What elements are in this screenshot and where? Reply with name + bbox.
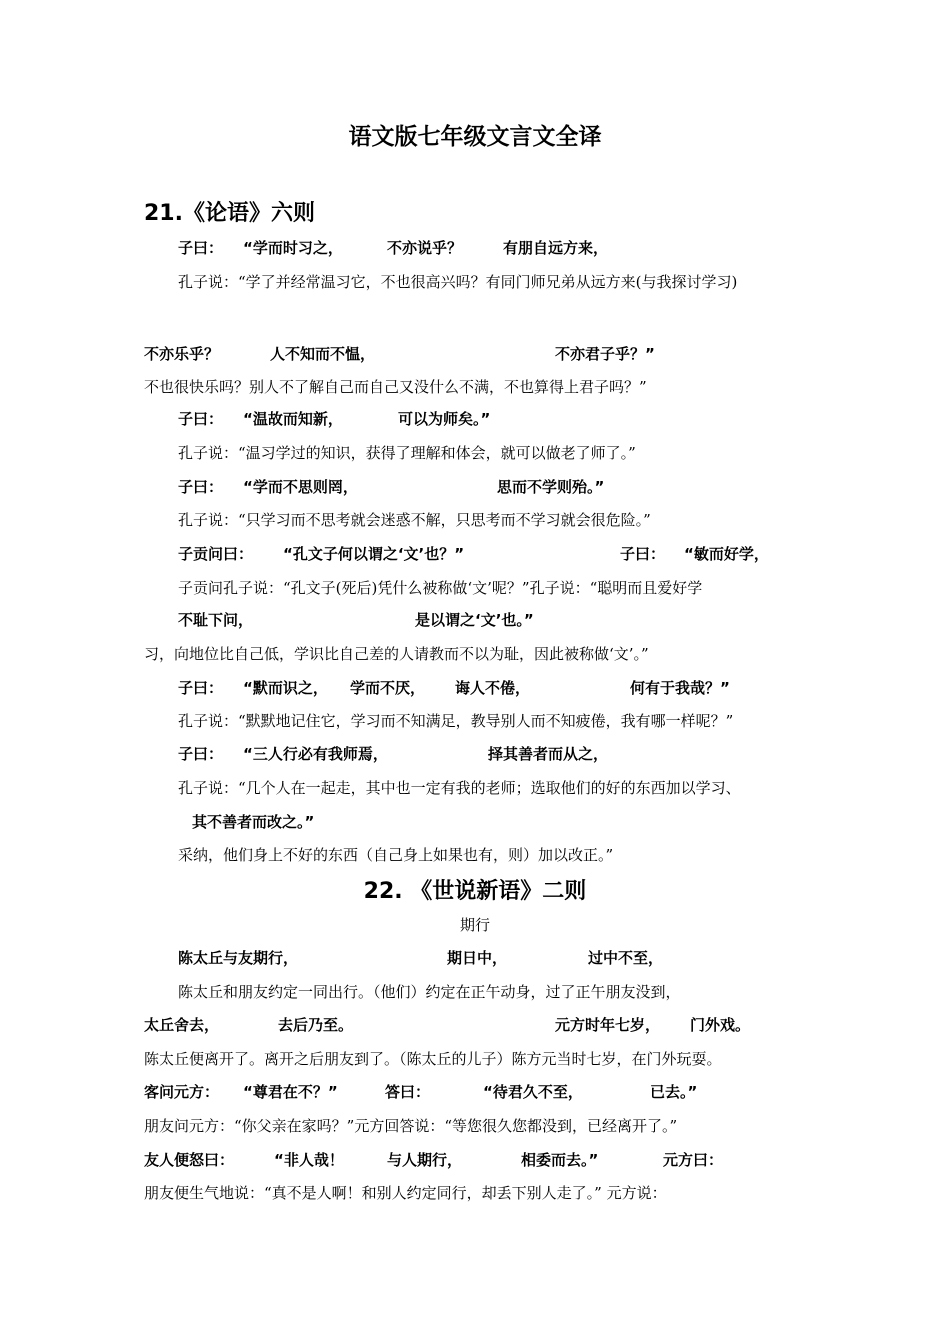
original-text: 不亦君子乎？” [555,345,655,363]
translation-text: 习，向地位比自己低，学识比自己差的人请教而不以为耻，因此被称做‘文’。” [144,645,649,663]
original-text: 学而不厌， [350,679,426,697]
original-text: 其不善者而改之。” [192,813,315,831]
translation-text: 孔子说：“几个人在一起走，其中也一定有我的老师；选取他们的好的东西加以学习、 [178,779,741,797]
translation-text: 采纳，他们身上不好的东西（自己身上如果也有，则）加以改正。” [178,846,614,864]
translation-text: 朋友问元方：“你父亲在家吗？”元方回答说：“等您很久您都没到，已经离开了。” [144,1117,678,1135]
original-text: “学而不思则罔， [243,478,358,496]
original-text: 思而不学则殆。” [497,478,605,496]
original-text: 元方曰： [663,1151,724,1169]
original-text: 是以谓之‘文’也。” [415,611,534,629]
original-text: 已去。” [650,1083,698,1101]
original-text: 与人期行， [387,1151,463,1169]
translation-text: 不也很快乐吗？别人不了解自己而自己又没什么不满，不也算得上君子吗？” [144,378,647,396]
original-text: 可以为师矣。” [398,410,491,428]
original-text: 不亦说乎？ [387,239,463,257]
document-title: 语文版七年级文言文全译 [348,124,602,150]
original-text: “学而时习之， [243,239,343,257]
original-text: 答曰： [385,1083,431,1101]
original-text: 子曰： [178,410,224,428]
original-text: 期日中， [447,949,508,967]
original-text: “敏而好学， [684,545,769,563]
original-text: “尊君在不？” [243,1083,338,1101]
original-text: 人不知而不愠， [270,345,376,363]
original-text: 友人便怒曰： [144,1151,235,1169]
translation-text: 子贡问孔子说：“孔文子(死后)凭什么被称做‘文’呢？”孔子说：“聪明而且爱好学 [178,579,703,597]
original-text: 子曰： [178,239,224,257]
translation-text: 孔子说：“学了并经常温习它，不也很高兴吗？有同门师兄弟从远方来(与我探讨学习) [178,273,738,291]
original-text: “三人行必有我师焉， [243,745,388,763]
original-text: “温故而知新， [243,410,343,428]
original-text: 陈太丘与友期行， [178,949,299,967]
original-text: “孔文子何以谓之‘文’也？” [283,545,465,563]
original-text: 过中不至， [588,949,664,967]
translation-text: 孔子说：“默默地记住它，学习而不知满足，教导别人而不知疲倦，我有哪一样呢？” [178,712,734,730]
original-text: “默而识之， [243,679,328,697]
original-text: 诲人不倦， [455,679,531,697]
original-text: 元方时年七岁， [555,1016,661,1034]
translation-text: 朋友便生气地说：“真不是人啊！和别人约定同行，却丢下别人走了。” 元方说： [144,1184,667,1202]
original-text: 子贡问曰： [178,545,254,563]
original-text: 有朋自远方来， [503,239,609,257]
translation-text: 陈太丘便离开了。离开之后朋友到了。（陈太丘的儿子）陈方元当时七岁，在门外玩耍。 [144,1050,722,1068]
original-text: “待君久不至， [483,1083,583,1101]
original-text: 客问元方： [144,1083,220,1101]
translation-text: 孔子说：“只学习而不思考就会迷惑不解，只思考而不学习就会很危险。” [178,511,651,529]
original-text: 相委而去。” [521,1151,599,1169]
translation-text: 陈太丘和朋友约定一同出行。（他们）约定在正午动身，过了正午朋友没到， [178,983,681,1001]
original-text: 门外戏。 [690,1016,751,1034]
original-text: 择其善者而从之， [488,745,609,763]
subsection-title: 期行 [459,916,490,934]
section-heading-lunyu: 21.《论语》六则 [144,201,315,226]
original-text: “非人哉！ [274,1151,344,1169]
original-text: 子曰： [178,679,224,697]
original-text: 子曰： [178,745,224,763]
original-text: 子曰： [620,545,666,563]
original-text: 不耻下问， [178,611,254,629]
original-text: 何有于我哉？” [630,679,730,697]
original-text: 子曰： [178,478,224,496]
translation-text: 孔子说：“温习学过的知识，获得了理解和体会，就可以做老了师了。” [178,444,636,462]
section-heading-shishuo: 22. 《世说新语》二则 [363,879,587,904]
original-text: 不亦乐乎？ [144,345,220,363]
original-text: 去后乃至。 [278,1016,354,1034]
original-text: 太丘舍去， [144,1016,220,1034]
